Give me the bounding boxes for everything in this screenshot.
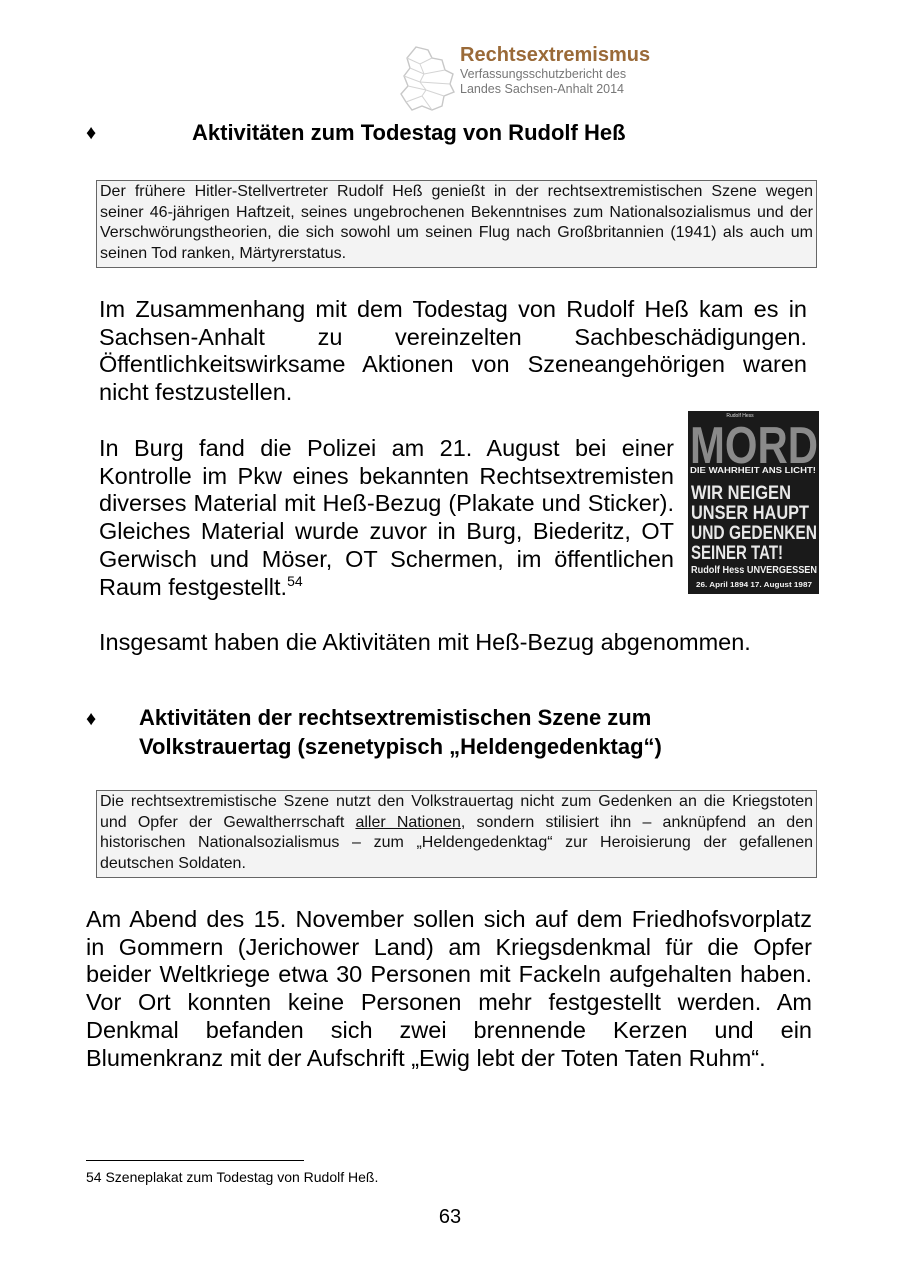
section2-infobox-text-after: , sondern stilisiert ihn – anknüpfend an den historischen Nationalsozialismus – zum „Heldengedenktag“ zur Heroisierung der gefallenen deutschen Soldaten. (100, 813, 814, 872)
header-title: Rechtsextremismus (460, 44, 651, 66)
poster-dates: 26. April 1894 17. August 1987 (696, 580, 812, 589)
footnote-reference[interactable]: 54 (287, 572, 303, 589)
page-number: 63 (438, 1206, 462, 1228)
section1-infobox-text: Der frühere Hitler-Stellvertreter Rudolf Heß genießt in der rechtsextremistischen Szene wegen seiner 46-jährigen Haftzeit, seines ungebrochenen Bekenntnises zum Nationalsozialismus und der Verschwörungstheorien, die sich sowohl um seinen Flug nach Großbritannien (1941) als auch um seinen Tod ranken, Märtyrerstatus. (100, 183, 813, 262)
section2-paragraph1-text: Am Abend des 15. November sollen sich auf dem Friedhofsvorplatz in Gommern (Jerichower Land) am Kriegsdenkmal für die Opfer beider Weltkriege etwa 30 Personen mit Fackeln aufgehalten haben. Vor Ort konnten keine Personen mehr festgestellt werden. Am Denkmal befanden sich zwei brennende Kerzen und ein Blumenkranz mit der Aufschrift „Ewig lebt der Toten Taten Ruhm“. (86, 906, 812, 1071)
section2-infobox (96, 790, 817, 878)
section1-paragraph1-text: Im Zusammenhang mit dem Todestag von Rudolf Heß kam es in Sachsen-Anhalt zu vereinzelten Sachbeschädigungen. Öffentlichkeitswirksame Aktionen von Szeneangehörigen waren nicht festzustellen. (99, 296, 807, 406)
poster-banner: DIE WAHRHEIT ANS LICHT! (690, 466, 816, 475)
poster-line1: WIR NEIGEN (691, 483, 791, 504)
footnote-text: 54 Szeneplakat zum Todestag von Rudolf Heß. (86, 1169, 379, 1185)
poster-line2: UNSER HAUPT (691, 503, 810, 524)
footnote-divider (86, 1160, 304, 1161)
header-subtitle-line2: Landes Sachsen-Anhalt 2014 (460, 82, 625, 96)
section2-heading-line2: Volkstrauertag (szenetypisch „Heldengedenktag“) (139, 734, 662, 759)
header-subtitle-line1: Verfassungsschutzbericht des (460, 67, 627, 81)
poster-top-label: Rudolf Hess (726, 413, 754, 419)
section1-paragraph3 (99, 629, 807, 657)
bullet-icon: ♦ (86, 122, 97, 144)
section1-paragraph2-text: In Burg fand die Polizei am 21. August bei einer Kontrolle im Pkw eines bekannten Rechtsextremisten diverses Material mit Heß-Bezug (Plakate und Sticker). Gleiches Material wurde zuvor in Burg, Biederitz, OT Gerwisch und Möser, OT Schermen, im öffentlichen Raum festgestellt. (99, 435, 674, 600)
bullet-icon: ♦ (86, 708, 97, 730)
sachsen-anhalt-map-icon (398, 44, 456, 114)
section2-heading-line1: Aktivitäten der rechtsextremistischen Szene zum (139, 705, 652, 730)
section1-paragraph1 (99, 296, 807, 407)
poster-line4: SEINER TAT! (691, 543, 783, 564)
poster-big-word: MORD (690, 417, 818, 475)
poster-line5: Rudolf Hess UNVERGESSEN (691, 565, 817, 576)
section1-infobox (96, 180, 817, 268)
section2-infobox-text-before: Die rechtsextremistische Szene nutzt den Volkstrauertag nicht zum Gedenken an die Kriegstoten und Opfer der Gewaltherrschaft (100, 793, 813, 831)
hess-poster-image (688, 411, 819, 594)
section2-infobox-underlined: aller Nationen (355, 813, 461, 831)
poster-line3: UND GEDENKEN (691, 523, 817, 544)
section1-heading: Aktivitäten zum Todestag von Rudolf Heß (192, 120, 626, 145)
section2-paragraph1 (86, 906, 812, 1072)
section1-paragraph2 (99, 435, 674, 601)
section1-paragraph3-text: Insgesamt haben die Aktivitäten mit Heß-Bezug abgenommen. (99, 629, 751, 655)
